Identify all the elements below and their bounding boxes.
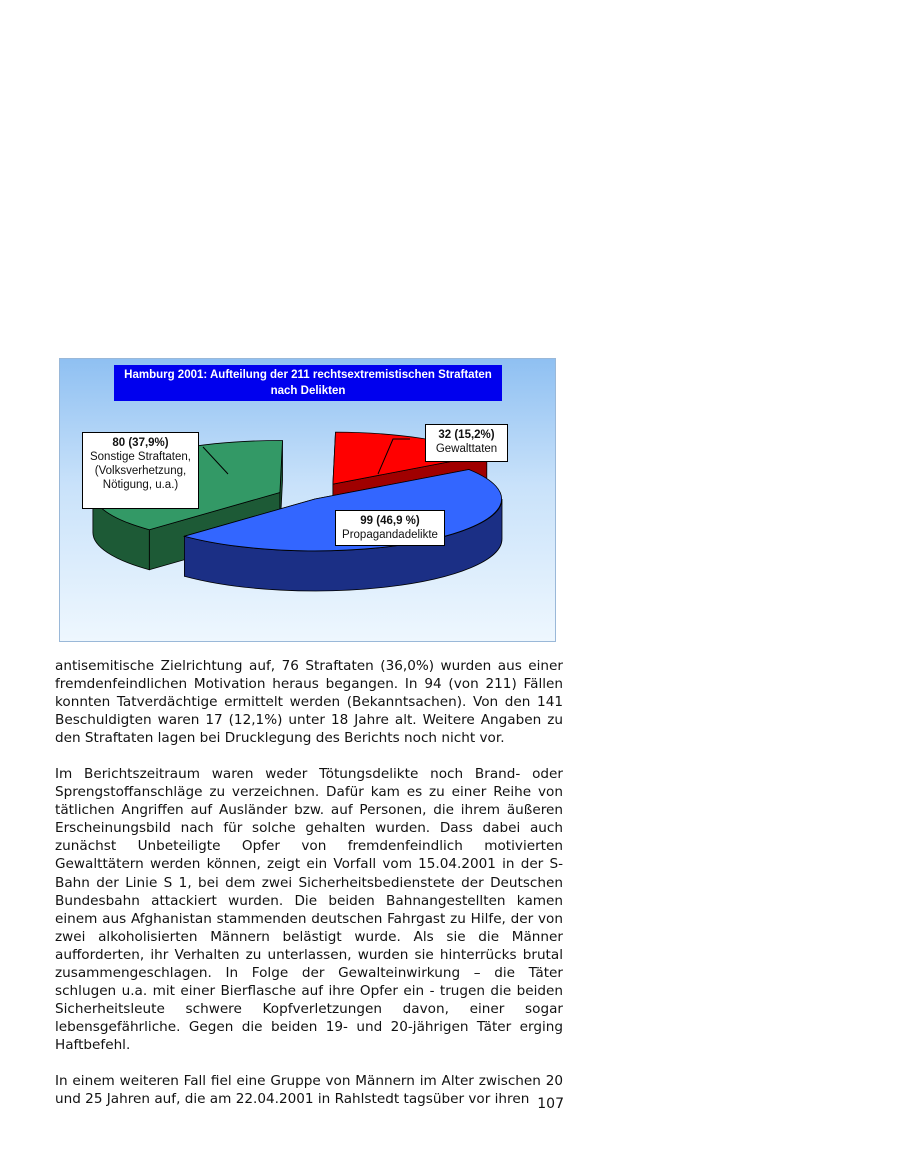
paragraph: Im Berichtszeitraum waren weder Tötungsdelikte noch Brand- oder Sprengstoffanschläge zu verzeichnen. Dafür kam es zu einer Reihe von tätlichen Angriffen auf Ausländer bzw. auf Personen, die ihrem äußeren Erscheinungsbild nach für solche gehalten wurden. Dass dabei auch zunächst Unbeteiligte Opfer von fremdenfeindlich motivierten Gewalttätern werden können, zeigt ein Vorfall vom 15.04.2001 in der S-Bahn der Linie S 1, bei dem zwei Sicherheitsbedienstete der Deutschen Bundesbahn attackiert wurden. Die beiden Bahnangestellten kamen einem aus Afghanistan stammenden deutschen Fahrgast zu Hilfe, der von zwei alkoholisierten Männern belästigt wurde. Als sie die Männer aufforderten, ihr Verhalten zu unterlassen, wurden sie hinterrücks brutal zusammengeschlagen. In Folge der Gewalteinwirkung – die Täter schlugen u.a. mit einer Bierflasche auf ihre Opfer ein - trugen die beiden Sicherheitsleute schwere Kopfverletzungen davon, einer sogar lebensgefährliche. Gegen die beiden 19- und 20-jährigen Täter erging Haftbefehl. [55,765,563,1054]
pie-chart [59,358,556,642]
slice-value-label-sonstige: 80 (37,9%) [112,437,169,449]
paragraph: In einem weiteren Fall fiel eine Gruppe von Männern im Alter zwischen 20 und 25 Jahren auf, die am 22.04.2001 in Rahlstedt tagsüber vor ihren [55,1072,563,1108]
slice-name-label-sonstige: Sonstige Straftaten, (Volksverhetzung, Nötigung, u.a.) [89,451,191,491]
slice-value-label-gewalttaten: 32 (15,2%) [438,429,495,441]
paragraph: antisemitische Zielrichtung auf, 76 Straftaten (36,0%) wurden aus einer fremdenfeindlichen Motivation heraus begangen. In 94 (von 211) Fällen konnten Tatverdächtige ermittelt werden (Bekanntsachen). Von den 141 Beschuldigten waren 17 (12,1%) unter 18 Jahre alt. Weitere Angaben zu den Straftaten lagen bei Drucklegung des Berichts noch nicht vor. [55,658,563,747]
slice-label-gewalttaten [425,424,508,462]
slice-name-label-propagandadelikte: Propagandadelikte [342,529,438,541]
slice-value-label-propagandadelikte: 99 (46,9 %) [360,515,420,527]
slice-label-propagandadelikte [335,510,445,546]
page-number: 107 [537,1096,564,1112]
slice-name-label-gewalttaten: Gewalttaten [435,443,498,455]
body-text [55,657,563,1126]
slice-label-sonstige [82,432,199,509]
chart-title: Hamburg 2001: Aufteilung der 211 rechtsextremistischen Straftaten nach Delikten [114,365,502,401]
